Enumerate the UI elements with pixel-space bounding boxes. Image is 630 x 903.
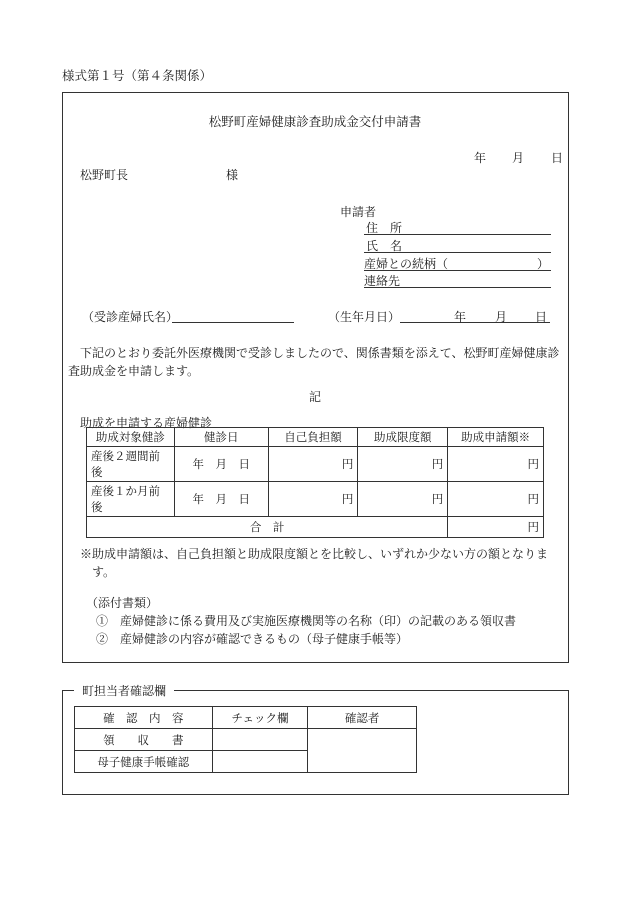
patient-name-field[interactable] <box>172 322 294 323</box>
applicant-relation-field[interactable] <box>364 255 551 271</box>
note-text: ※助成申請額は、自己負担額と助成限度額とを比較し、いずれか少ない方の額となります。 <box>80 547 549 579</box>
attachment-item: ② 産婦健診の内容が確認できるもの（母子健康手帳等） <box>96 632 409 646</box>
birth-date-field[interactable] <box>400 322 550 323</box>
row-date[interactable]: 年 月 日 <box>174 482 268 517</box>
subsidy-table <box>86 427 544 538</box>
row-date[interactable]: 年 月 日 <box>174 447 268 482</box>
application-statement: 下記のとおり委託外医療機関で受診しましたので、関係書類を添えて、松野町産婦健康診査助成金を申請します。 <box>68 346 560 378</box>
office-table-header <box>75 707 417 729</box>
office-header-check: チェック欄 <box>212 707 308 729</box>
applicant-name-field[interactable] <box>364 237 551 253</box>
row-request[interactable]: 円 <box>448 447 544 482</box>
attachments-heading: （添付書類） <box>86 596 159 610</box>
subsidy-heading: 助成を申請する産婦健診 <box>80 416 213 430</box>
header-date: 健診日 <box>174 428 268 447</box>
applicant-address-field[interactable] <box>364 219 551 235</box>
office-check-cell[interactable] <box>212 751 308 773</box>
row-self-pay[interactable]: 円 <box>268 447 358 482</box>
header-self-pay: 自己負担額 <box>268 428 358 447</box>
table-row <box>75 729 417 751</box>
office-check-cell[interactable] <box>212 729 308 751</box>
birth-month: 月 <box>495 310 508 324</box>
table-row <box>87 482 544 517</box>
applicant-relation-label: 産婦との続柄（ <box>364 257 449 271</box>
header-request: 助成申請額※ <box>448 428 544 447</box>
total-label: 合 計 <box>87 517 448 538</box>
total-amount[interactable]: 円 <box>448 517 544 538</box>
row-target: 産後２週間前後 <box>87 447 175 482</box>
office-check-table <box>74 706 417 773</box>
birth-date-label: （生年月日） <box>328 310 401 324</box>
header-target: 助成対象健診 <box>87 428 175 447</box>
applicant-label: 申請者 <box>340 205 377 219</box>
header-limit: 助成限度額 <box>358 428 448 447</box>
date-month: 月 <box>512 151 525 165</box>
table-total-row <box>87 517 544 538</box>
office-header-confirmer: 確認者 <box>308 707 417 729</box>
attachment-item: ① 産婦健診に係る費用及び実施医療機関等の名称（印）の記載のある領収書 <box>96 614 517 628</box>
row-target: 産後１か月前後 <box>87 482 175 517</box>
date-year: 年 <box>474 151 487 165</box>
patient-name-label: （受診産婦氏名） <box>82 310 179 324</box>
office-row-label: 母子健康手帳確認 <box>75 751 213 773</box>
birth-year: 年 <box>454 310 467 324</box>
addressee-honorific: 様 <box>226 168 239 182</box>
date-day: 日 <box>551 151 564 165</box>
applicant-name-label: 氏 名 <box>366 239 403 253</box>
row-limit[interactable]: 円 <box>358 482 448 517</box>
applicant-contact-label: 連絡先 <box>364 274 401 288</box>
birth-day: 日 <box>535 310 548 324</box>
row-self-pay[interactable]: 円 <box>268 482 358 517</box>
office-row-label: 領 収 書 <box>75 729 213 751</box>
office-header-content: 確 認 内 容 <box>75 707 213 729</box>
row-request[interactable]: 円 <box>448 482 544 517</box>
table-row <box>87 447 544 482</box>
addressee-name: 松野町長 <box>80 168 129 182</box>
subsidy-table-header <box>87 428 544 447</box>
ki-label: 記 <box>308 390 321 404</box>
office-use-title: 町担当者確認欄 <box>74 682 174 699</box>
applicant-contact-field[interactable] <box>364 272 551 288</box>
row-limit[interactable]: 円 <box>358 447 448 482</box>
applicant-relation-close: ） <box>537 257 550 271</box>
office-confirmer-cell[interactable] <box>308 729 417 773</box>
document-title: 松野町産婦健康診査助成金交付申請書 <box>208 114 422 129</box>
applicant-address-label: 住 所 <box>366 221 403 235</box>
form-number: 様式第１号（第４条関係） <box>62 68 213 83</box>
